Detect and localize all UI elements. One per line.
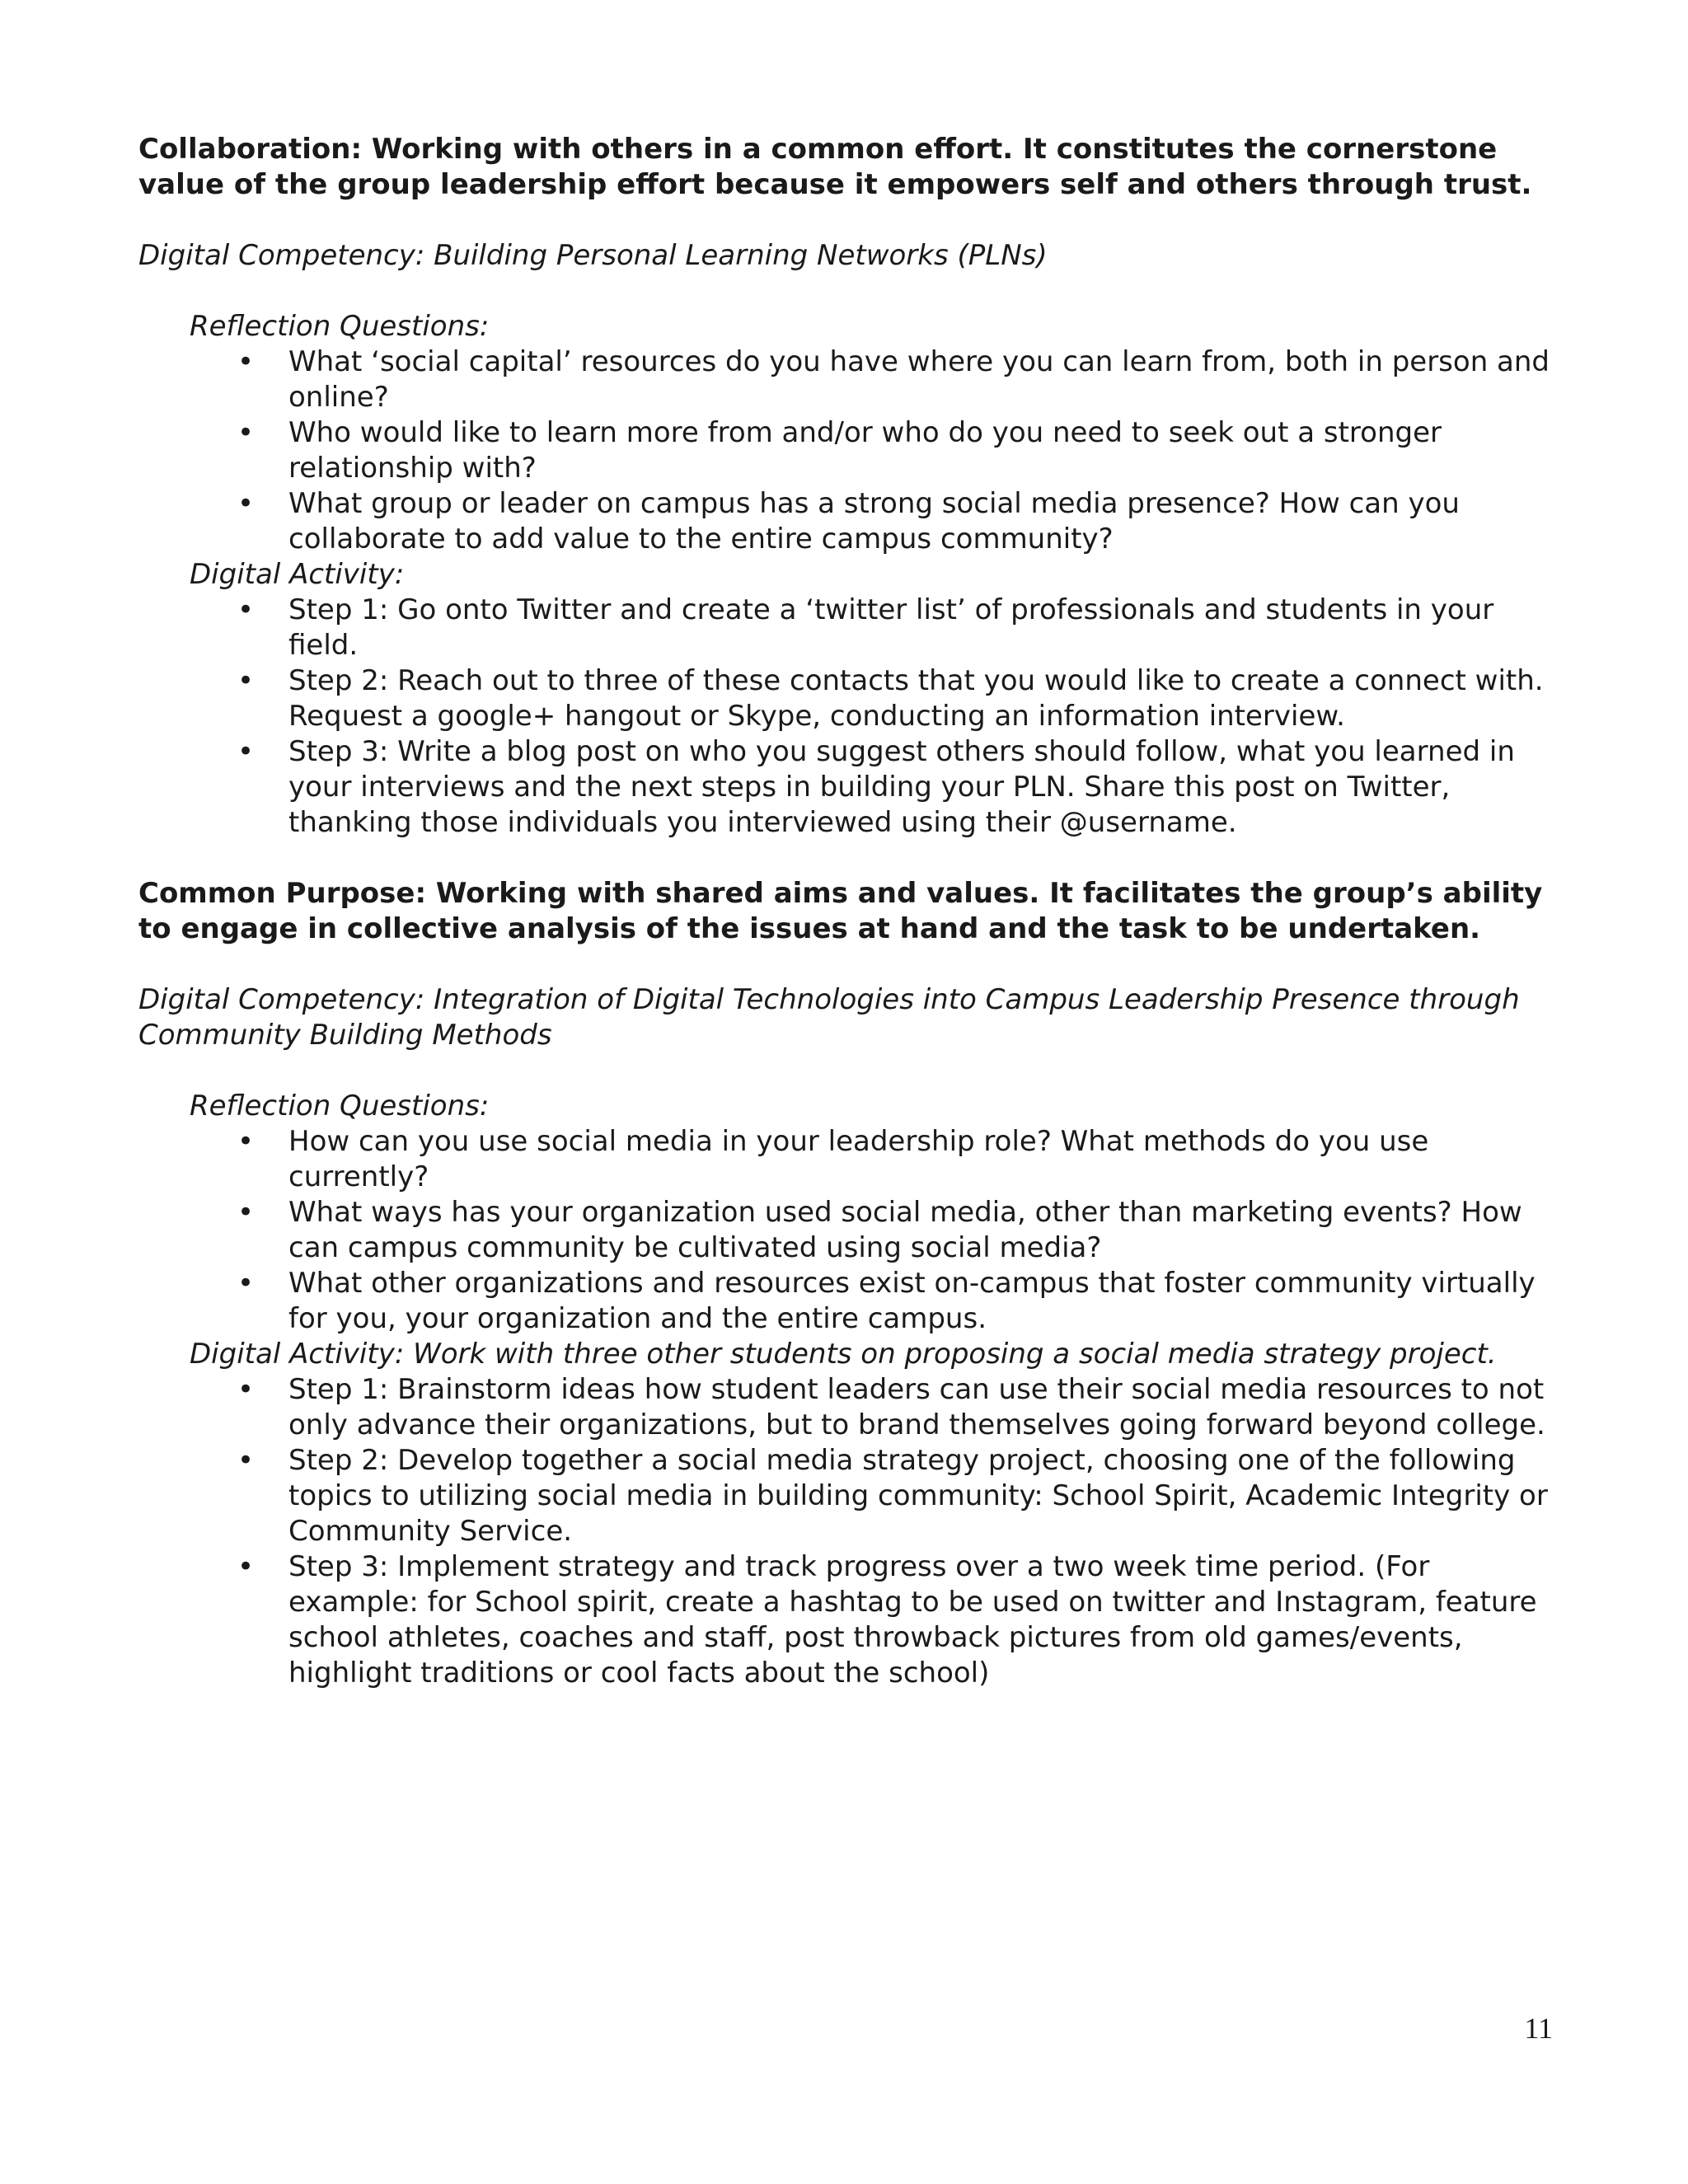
- reflection-label: Reflection Questions:: [190, 1090, 490, 1122]
- reflection-label: Reflection Questions:: [190, 310, 490, 343]
- reflection-block: [190, 1089, 1556, 1691]
- reflection-list: [190, 1124, 1556, 1337]
- digital-competency: Digital Competency: Integration of Digital Technologies into Campus Leadership Presence through Community Building Methods: [138, 983, 1520, 1052]
- list-item: [190, 1443, 1556, 1549]
- list-item: [190, 1549, 1556, 1691]
- bullet-icon: •: [237, 1444, 255, 1477]
- activity-label: Digital Activity:: [190, 558, 405, 591]
- list-item-text: Step 3: Write a blog post on who you suggest others should follow, what you learned in your interviews and the next steps in building your PLN. Share this post on Twitter, thanking those individuals you interviewed using their @username.: [288, 735, 1515, 839]
- list-item-text: What ‘social capital’ resources do you have where you can learn from, both in person and online?: [288, 345, 1550, 414]
- list-item: [190, 663, 1556, 734]
- section-heading: Common Purpose: Working with shared aims and values. It facilitates the group’s ability to engage in collective analysis of the issues at hand and the task to be undertaken.: [138, 877, 1543, 945]
- list-item-text: Step 2: Develop together a social media strategy project, choosing one of the following topics to utilizing social media in building community: School Spirit, Academic Integrity or Community Service.: [288, 1444, 1548, 1548]
- list-item: [190, 1372, 1556, 1443]
- bullet-icon: •: [237, 1267, 255, 1300]
- list-item: [190, 593, 1556, 663]
- bullet-icon: •: [237, 664, 255, 697]
- list-item-text: Step 1: Go onto Twitter and create a ‘twitter list’ of professionals and students in your field.: [288, 593, 1494, 662]
- list-item-text: Step 1: Brainstorm ideas how student leaders can use their social media resources to not only advance their organizations, but to brand themselves going forward beyond college.: [288, 1373, 1545, 1441]
- list-item: [190, 415, 1556, 486]
- bullet-icon: •: [237, 416, 255, 449]
- list-item-text: How can you use social media in your leadership role? What methods do you use currently?: [288, 1125, 1429, 1193]
- list-item: [190, 734, 1556, 841]
- list-item-text: Step 3: Implement strategy and track progress over a two week time period. (For example: for School spirit, create a hashtag to be used on twitter and Instagram, feature school athletes, coaches and staff, post throwback pictures from old games/events, highlight traditions or cool facts about the school): [288, 1550, 1537, 1690]
- activity-list: [190, 1372, 1556, 1691]
- bullet-icon: •: [237, 593, 255, 626]
- document-page: [138, 132, 1556, 1691]
- digital-competency: Digital Competency: Building Personal Learning Networks (PLNs): [138, 239, 1048, 272]
- bullet-icon: •: [237, 487, 255, 520]
- list-item-text: What ways has your organization used social media, other than marketing events? How can campus community be cultivated using social media?: [288, 1196, 1522, 1264]
- section-spacer: [138, 841, 1556, 876]
- section-heading: Collaboration: Working with others in a common effort. It constitutes the cornerstone value of the group leadership effort because it empowers self and others through trust.: [138, 133, 1532, 201]
- reflection-list: [190, 344, 1556, 557]
- activity-label: Digital Activity: Work with three other students on proposing a social media strategy project.: [190, 1338, 1497, 1371]
- list-item-text: Who would like to learn more from and/or who do you need to seek out a stronger relationship with?: [288, 416, 1442, 485]
- bullet-icon: •: [237, 1373, 255, 1406]
- list-item: [190, 1124, 1556, 1195]
- list-item: [190, 1266, 1556, 1337]
- list-item-text: What other organizations and resources exist on-campus that foster community virtually for you, your organization and the entire campus.: [288, 1267, 1536, 1335]
- section-collaboration: [138, 132, 1556, 841]
- list-item: [190, 1195, 1556, 1266]
- list-item: [190, 344, 1556, 415]
- reflection-block: [190, 309, 1556, 841]
- list-item-text: Step 2: Reach out to three of these contacts that you would like to create a connect with. Request a google+ hangout or Skype, conducting an information interview.: [288, 664, 1544, 733]
- bullet-icon: •: [237, 1550, 255, 1583]
- list-item-text: What group or leader on campus has a strong social media presence? How can you collaborate to add value to the entire campus community?: [288, 487, 1460, 555]
- bullet-icon: •: [237, 345, 255, 378]
- section-common-purpose: [138, 876, 1556, 1691]
- list-item: [190, 486, 1556, 557]
- bullet-icon: •: [237, 1125, 255, 1158]
- activity-list: [190, 593, 1556, 841]
- bullet-icon: •: [237, 1196, 255, 1229]
- bullet-icon: •: [237, 735, 255, 768]
- page-number: 11: [1524, 2012, 1553, 2045]
